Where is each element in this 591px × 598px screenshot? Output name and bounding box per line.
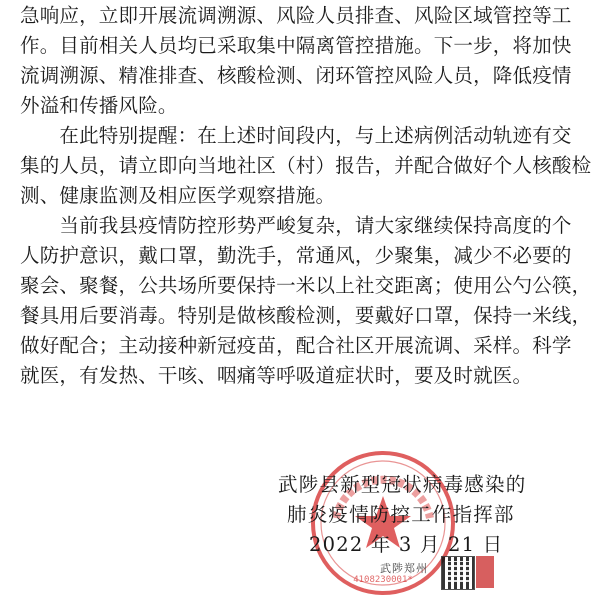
paragraph-line: 测、健康监测及相应医学观察措施。 bbox=[20, 184, 336, 207]
svg-text:4108230001*: 4108230001* bbox=[353, 575, 413, 585]
issuing-organization-line1: 武陟县新型冠状病毒感染的 bbox=[278, 473, 527, 496]
paragraph-line: 聚会、聚餐，公共场所要保持一米以上社交距离；使用公勺公筷， bbox=[20, 274, 591, 297]
paragraph-line: 外溢和传播风险。 bbox=[20, 94, 178, 117]
paragraph-line: 就医，有发热、干咳、咽痛等呼吸道症状时，要及时就医。 bbox=[20, 364, 533, 387]
red-logo-icon bbox=[476, 556, 494, 588]
issuing-organization-line2: 肺炎疫情防控工作指挥部 bbox=[287, 503, 515, 526]
watermark-text: 武陟郑州 bbox=[380, 562, 428, 575]
issue-date: 2022 年 3 月 21 日 bbox=[309, 533, 504, 556]
paragraph-line: 流调溯源、精准排查、核酸检测、闭环管控风险人员，降低疫情 bbox=[20, 64, 572, 87]
qr-code-icon bbox=[441, 556, 475, 590]
paragraph-line: 做好配合；主动接种新冠疫苗，配合社区开展流调、采样。科学 bbox=[20, 334, 572, 357]
paragraph-line: 餐具用后要消毒。特别是做核酸检测，要戴好口罩，保持一米线， bbox=[20, 304, 591, 327]
paragraph-line: 人防护意识，戴口罩，勤洗手，常通风，少聚集，减少不必要的 bbox=[20, 244, 572, 267]
paragraph-line: 急响应，立即开展流调溯源、风险人员排查、风险区域管控等工 bbox=[20, 4, 572, 27]
paragraph-line: 当前我县疫情防控形势严峻复杂，请大家继续保持高度的个 bbox=[20, 214, 572, 237]
paragraph-line: 集的人员，请立即向当地社区（村）报告，并配合做好个人核酸检 bbox=[20, 154, 591, 177]
paragraph-line: 在此特别提醒：在上述时间段内，与上述病例活动轨迹有交 bbox=[20, 124, 572, 147]
paragraph-line: 作。目前相关人员均已采取集中隔离管控措施。下一步，将加快 bbox=[20, 34, 572, 57]
